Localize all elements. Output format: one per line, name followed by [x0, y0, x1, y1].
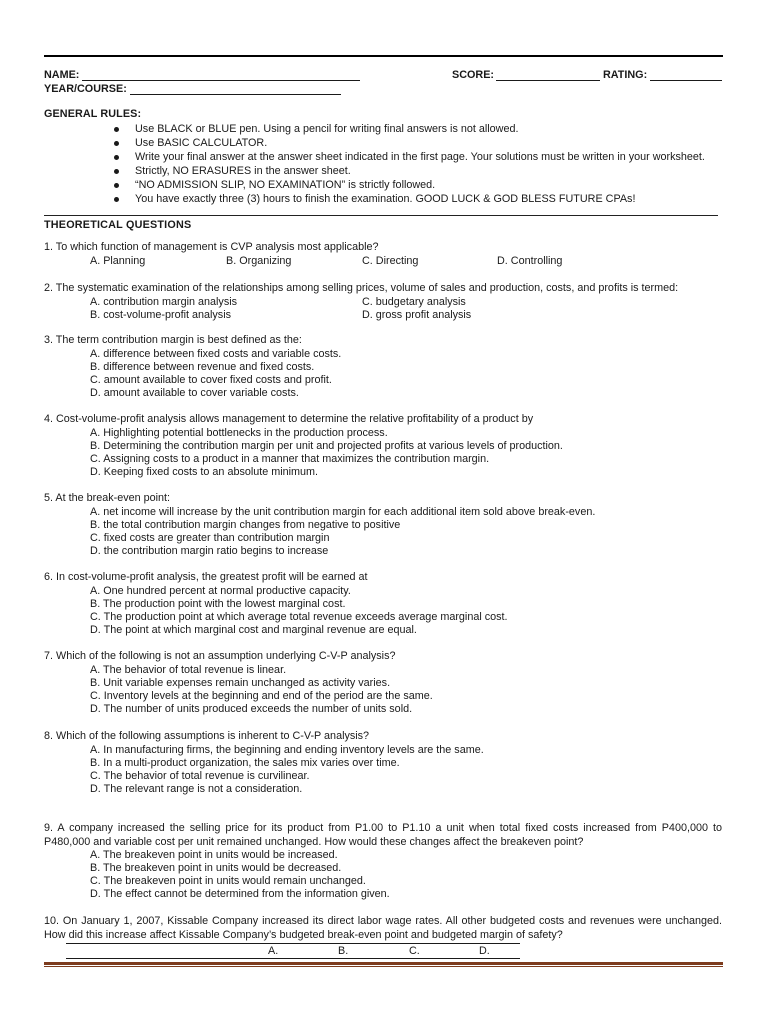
rule-item [0, 150, 768, 164]
question-2 [44, 282, 722, 322]
question-10-col-d: D. [479, 945, 490, 957]
question-3-text: 3. The term contribution margin is best defined as the: [44, 334, 302, 347]
question-5-choice-a: A. net income will increase by the unit contribution margin for each additional item sold above break-even. [90, 505, 596, 518]
question-10-answer-table [66, 943, 520, 959]
question-2-choices-row-1 [44, 296, 722, 309]
question-5 [44, 492, 722, 558]
question-2-choice-b: B. cost-volume-profit analysis [90, 308, 232, 321]
year-course-label: YEAR/COURSE: [44, 83, 127, 95]
question-5-text: 5. At the break-even point: [44, 492, 171, 505]
question-3-choice-d: D. amount available to cover variable costs. [90, 387, 299, 400]
question-1-choice-d: D. Controlling [497, 254, 563, 267]
question-10-text-line-2: How did this increase affect Kissable Company’s budgeted break-even point and budgeted margin of safety? [44, 928, 563, 941]
name-label: NAME: [44, 69, 80, 81]
score-label: SCORE: [452, 69, 494, 81]
question-8-choice-b: B. In a multi-product organization, the sales mix varies over time. [90, 756, 400, 769]
question-5-choice-b: B. the total contribution margin changes from negative to positive [90, 518, 401, 531]
question-6-choice-b: B. The production point with the lowest marginal cost. [90, 597, 346, 610]
bullet-marker [114, 197, 119, 202]
question-1-choice-c: C. Directing [362, 254, 419, 267]
question-2-choices-row-2 [44, 309, 722, 322]
question-8-text: 8. Which of the following assumptions is inherent to C-V-P analysis? [44, 730, 370, 743]
question-9-text-line-1: 9. A company increased the selling price for its product from P1.00 to P1.10 a unit when total fixed costs increased from P400,000 to [44, 822, 722, 835]
question-1-text: 1. To which function of management is CVP analysis most applicable? [44, 241, 379, 254]
general-rules-list [0, 122, 768, 206]
section-title: THEORETICAL QUESTIONS [44, 219, 192, 231]
question-4-choice-d: D. Keeping fixed costs to an absolute minimum. [90, 466, 319, 479]
question-2-choice-c: C. budgetary analysis [362, 295, 466, 308]
bullet-marker [114, 169, 119, 174]
question-7-choice-b: B. Unit variable expenses remain unchanged as activity varies. [90, 676, 391, 689]
rating-label: RATING: [603, 69, 648, 81]
question-7-choice-a: A. The behavior of total revenue is linear. [90, 663, 287, 676]
rule-item-text: “NO ADMISSION SLIP, NO EXAMINATION” is strictly followed. [135, 179, 436, 191]
question-6-text: 6. In cost-volume-profit analysis, the greatest profit will be earned at [44, 571, 368, 584]
question-1-choices [44, 255, 722, 268]
rule-item [0, 164, 768, 178]
rating-blank [650, 80, 722, 81]
rule-item [0, 192, 768, 206]
question-6-choice-c: C. The production point at which average total revenue exceeds average marginal cost. [90, 610, 508, 623]
question-1-choice-a: A. Planning [90, 254, 146, 267]
year-course-blank [130, 94, 341, 95]
rule-item [0, 136, 768, 150]
question-9-choice-b: B. The breakeven point in units would be decreased. [90, 861, 342, 874]
question-1-choice-b: B. Organizing [226, 254, 292, 267]
question-4-choice-b: B. Determining the contribution margin per unit and projected profits at various levels of production. [90, 439, 563, 452]
question-6-choice-d: D. The point at which marginal cost and marginal revenue are equal. [90, 624, 417, 637]
rule-item [0, 122, 768, 136]
question-8-choice-c: C. The behavior of total revenue is curvilinear. [90, 769, 310, 782]
bullet-marker [114, 155, 119, 160]
bullet-marker [114, 141, 119, 146]
question-8-choice-a: A. In manufacturing firms, the beginning and ending inventory levels are the same. [90, 743, 484, 756]
question-7 [44, 650, 722, 716]
question-6-choice-a: A. One hundred percent at normal productive capacity. [90, 584, 351, 597]
section-separator [44, 215, 718, 216]
name-blank [82, 80, 360, 81]
rule-item-text: Write your final answer at the answer sheet indicated in the first page. Your solutions must be written in your worksheet. [135, 151, 705, 163]
question-9-text-line-2: P480,000 and variable cost per unit remained unchanged. How would these changes affect the breakeven point? [44, 835, 584, 848]
rule-item-text: Use BASIC CALCULATOR. [135, 137, 268, 149]
question-9-choice-c: C. The breakeven point in units would remain unchanged. [90, 875, 366, 888]
footer-rule-thick [44, 962, 723, 965]
question-7-choice-c: C. Inventory levels at the beginning and end of the period are the same. [90, 689, 433, 702]
general-rules-title: GENERAL RULES: [44, 108, 142, 120]
question-9 [44, 822, 722, 901]
rule-item [0, 178, 768, 192]
rule-item-text: Use BLACK or BLUE pen. Using a pencil for writing final answers is not allowed. [135, 123, 519, 135]
question-4-choice-c: C. Assigning costs to a product in a manner that maximizes the contribution margin. [90, 452, 490, 465]
question-8 [44, 730, 722, 796]
question-9-choice-a: A. The breakeven point in units would be increased. [90, 848, 338, 861]
question-4-text: 4. Cost-volume-profit analysis allows management to determine the relative profitability of a product by [44, 413, 534, 426]
question-5-choice-d: D. the contribution margin ratio begins to increase [90, 545, 329, 558]
question-2-choice-d: D. gross profit analysis [362, 308, 472, 321]
top-rule [44, 55, 723, 57]
question-2-choice-a: A. contribution margin analysis [90, 295, 238, 308]
question-3-choice-a: A. difference between fixed costs and variable costs. [90, 347, 342, 360]
question-4 [44, 413, 722, 479]
question-7-text: 7. Which of the following is not an assumption underlying C-V-P analysis? [44, 650, 396, 663]
score-blank [496, 80, 600, 81]
question-3 [44, 334, 722, 400]
question-2-text: 2. The systematic examination of the relationships among selling prices, volume of sales and production, costs, and profits is termed: [44, 282, 679, 295]
question-8-choice-d: D. The relevant range is not a consideration. [90, 783, 303, 796]
footer-rule-thin [44, 966, 723, 967]
question-4-choice-a: A. Highlighting potential bottlenecks in the production process. [90, 426, 388, 439]
question-10-col-c: C. [409, 945, 420, 957]
question-3-choice-c: C. amount available to cover fixed costs and profit. [90, 373, 332, 386]
question-6 [44, 571, 722, 637]
question-10-col-a: A. [268, 945, 279, 957]
question-1 [44, 241, 722, 267]
question-10 [44, 915, 722, 941]
question-7-choice-d: D. The number of units produced exceeds the number of units sold. [90, 703, 413, 716]
rule-item-text: Strictly, NO ERASURES in the answer sheet. [135, 165, 351, 177]
rule-item-text: You have exactly three (3) hours to finish the examination. GOOD LUCK & GOD BLESS FUTURE CPAs! [135, 193, 636, 205]
question-9-choice-d: D. The effect cannot be determined from the information given. [90, 888, 390, 901]
question-10-col-b: B. [338, 945, 349, 957]
bullet-marker [114, 183, 119, 188]
bullet-marker [114, 127, 119, 132]
question-3-choice-b: B. difference between revenue and fixed costs. [90, 360, 315, 373]
question-5-choice-c: C. fixed costs are greater than contribution margin [90, 531, 330, 544]
question-10-text-line-1: 10. On January 1, 2007, Kissable Company increased its direct labor wage rates. All other budgeted costs and revenues were unchanged. [44, 915, 722, 928]
